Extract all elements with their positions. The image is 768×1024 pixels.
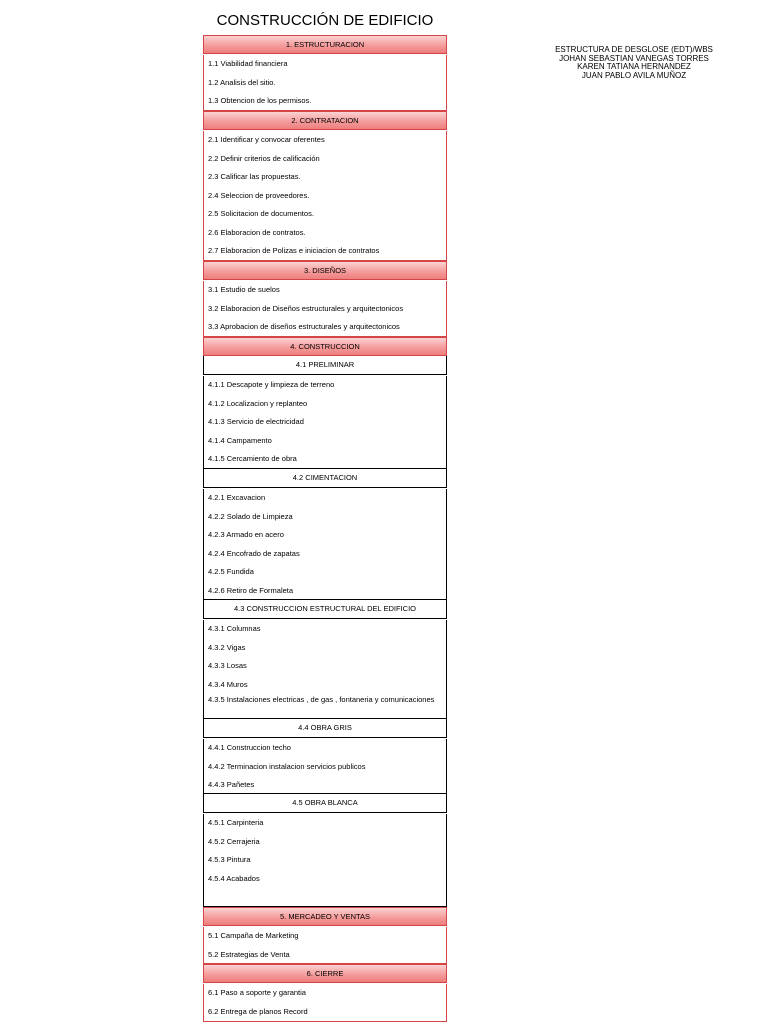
- wbs-item: 3.3 Aprobacion de diseños estructurales y arquitectonicos: [208, 322, 400, 331]
- credits-line-edt: ESTRUCTURA DE DESGLOSE (EDT)/WBS: [555, 45, 713, 54]
- subphase-header-obra-gris: 4.4 OBRA GRIS: [203, 719, 447, 738]
- wbs-item: 4.2.1 Excavacion: [208, 493, 266, 502]
- wbs-item: 4.5.1 Carpinteria: [208, 818, 264, 827]
- wbs-item: 4.4.3 Pañetes: [208, 780, 255, 789]
- wbs-item: 4.3.1 Columnas: [208, 624, 261, 633]
- wbs-item: 4.2.5 Fundida: [208, 567, 254, 576]
- wbs-item: 3.2 Elaboracion de Diseños estructurales y arquitectonicos: [208, 303, 404, 313]
- credits-line-author-1: JOHAN SEBASTIAN VANEGAS TORRES: [559, 53, 709, 63]
- wbs-item: 4.2.4 Encofrado de zapatas: [208, 548, 300, 558]
- subphase-items-construccion-estructural: [203, 620, 447, 719]
- wbs-item: 4.1.1 Descapote y limpieza de terreno: [208, 380, 335, 389]
- wbs-item: 4.4.1 Construccion techo: [208, 743, 291, 752]
- wbs-item: 4.1.3 Servicio de electricidad: [208, 417, 304, 426]
- subphase-header-cimentacion: 4.2 CIMENTACION: [203, 469, 447, 488]
- wbs-item: 4.3.2 Vigas: [208, 642, 246, 652]
- subphase-header-obra-blanca: 4.5 OBRA BLANCA: [203, 794, 447, 813]
- wbs-item: 4.3.5 Instalaciones electricas , de gas , fontaneria y comunicaciones: [208, 695, 435, 704]
- wbs-diagram: [203, 35, 447, 1022]
- wbs-item: 4.1.5 Cercamiento de obra: [208, 454, 297, 463]
- credits-line-author-2: KAREN TATIANA HERNANDEZ: [577, 62, 691, 71]
- wbs-item: 2.7 Elaboracion de Polizas e iniciacion de contratos: [208, 246, 380, 255]
- phase-items-contratacion: [203, 131, 447, 261]
- wbs-item: 4.5.2 Cerrajeria: [208, 836, 260, 846]
- subphase-items-obra-blanca: [203, 814, 447, 907]
- wbs-item: 2.2 Definir criterios de calificación: [208, 153, 320, 163]
- wbs-item: 1.2 Analisis del sitio.: [208, 77, 276, 87]
- wbs-item: 2.4 Seleccion de proveedores.: [208, 190, 310, 200]
- phase-header-contratacion: 2. CONTRATACION: [203, 111, 447, 130]
- subphase-items-obra-gris: [203, 739, 447, 794]
- wbs-item: 3.1 Estudio de suelos: [208, 285, 280, 294]
- page-title: CONSTRUCCIÓN DE EDIFICIO: [216, 12, 434, 29]
- wbs-item: 4.3.3 Losas: [208, 661, 247, 670]
- wbs-item: 4.5.4 Acabados: [208, 873, 260, 883]
- wbs-item: 4.3.4 Muros: [208, 679, 248, 689]
- wbs-item: 6.2 Entrega de planos Record: [208, 1006, 308, 1016]
- wbs-item: 4.1.2 Localizacion y replanteo: [208, 398, 308, 408]
- wbs-item: 1.3 Obtencion de los permisos.: [208, 96, 312, 105]
- wbs-item: 4.5.3 Pintura: [208, 855, 251, 864]
- wbs-item: 2.1 Identificar y convocar oferentes: [208, 135, 325, 144]
- wbs-item: 5.2 Estrategias de Venta: [208, 949, 290, 959]
- phase-header-estructuracion: 1. ESTRUCTURACION: [203, 35, 447, 54]
- phase-header-mercadeo-ventas: 5. MERCADEO Y VENTAS: [203, 907, 447, 926]
- wbs-item: 4.2.2 Solado de Limpieza: [208, 511, 293, 521]
- wbs-item: 2.6 Elaboracion de contratos.: [208, 227, 306, 237]
- wbs-item: 2.3 Calificar las propuestas.: [208, 172, 301, 181]
- subphase-header-preliminar: 4.1 PRELIMINAR: [203, 356, 447, 375]
- wbs-item: 2.5 Solicitacion de documentos.: [208, 209, 314, 218]
- wbs-item: 6.1 Paso a soporte y garantia: [208, 988, 306, 997]
- phase-items-estructuracion: [203, 55, 447, 111]
- credits-line-author-3: JUAN PABLO AVILA MUÑOZ: [581, 70, 687, 80]
- subphase-header-construccion-estructural: 4.3 CONSTRUCCION ESTRUCTURAL DEL EDIFICIO: [203, 600, 447, 619]
- wbs-item: 1.1 Viabilidad financiera: [208, 59, 288, 68]
- wbs-item: 4.4.2 Terminacion instalacion servicios publicos: [208, 761, 366, 771]
- phase-header-construccion: 4. CONSTRUCCION: [203, 337, 447, 356]
- wbs-item: 4.1.4 Campamento: [208, 435, 272, 445]
- wbs-item: 4.2.6 Retiro de Formaleta: [208, 585, 294, 595]
- subphase-items-cimentacion: [203, 489, 447, 600]
- phase-header-disenos: 3. DISEÑOS: [203, 261, 447, 280]
- phase-items-disenos: [203, 281, 447, 337]
- wbs-item: 5.1 Campaña de Marketing: [208, 931, 299, 940]
- wbs-item: 4.2.3 Armado en acero: [208, 530, 284, 539]
- phase-items-cierre: [203, 984, 447, 1022]
- credits-block: [534, 46, 734, 80]
- phase-items-mercadeo-ventas: [203, 927, 447, 964]
- subphase-items-preliminar: [203, 376, 447, 469]
- phase-header-cierre: 6. CIERRE: [203, 964, 447, 983]
